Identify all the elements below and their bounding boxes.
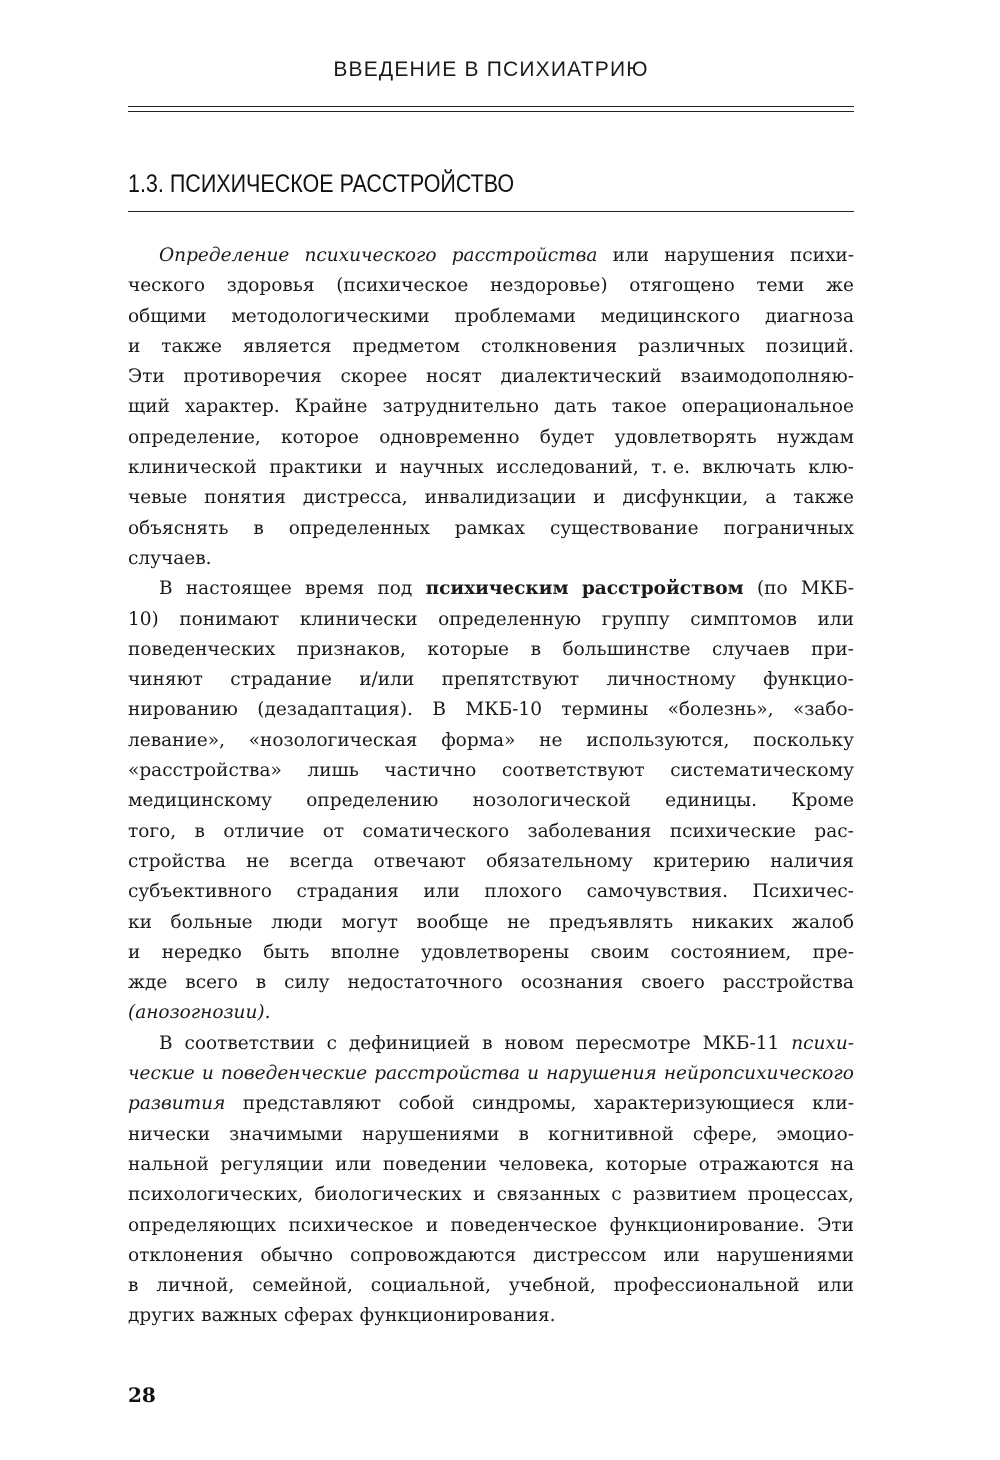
word: проблемами (454, 305, 576, 327)
text-line (128, 362, 854, 392)
word: обычно (260, 1244, 334, 1266)
word: и (128, 941, 141, 963)
text-line (128, 847, 854, 877)
word: нозологической (472, 790, 631, 812)
word: заболевания (527, 820, 652, 842)
word: жде (128, 972, 168, 994)
word: когнитивной (547, 1123, 674, 1145)
word: щий (128, 396, 170, 418)
word: большинстве (562, 638, 691, 660)
word: психические (669, 820, 796, 842)
word: в (194, 820, 205, 842)
word: от (322, 820, 345, 842)
word: ки (128, 911, 152, 933)
word: понимают (179, 608, 280, 630)
text-line (128, 574, 854, 604)
word: нарушения (664, 245, 775, 266)
text-line (128, 817, 854, 847)
text-line (128, 1150, 854, 1180)
word: не (246, 850, 270, 872)
text-line (128, 968, 854, 998)
word: больные (170, 911, 253, 933)
text-line (128, 695, 854, 725)
word: здоровья (226, 275, 315, 297)
word: определению (306, 790, 439, 812)
word: форма» (441, 729, 516, 751)
word: Определение (159, 245, 290, 266)
word: профессиональной (613, 1275, 800, 1297)
word: расстройства (722, 972, 854, 994)
word: развития (128, 1093, 226, 1115)
word: стройства (128, 850, 226, 872)
word: развитием (632, 1184, 737, 1206)
word: расстройством (581, 578, 744, 600)
word: определение, (128, 426, 261, 448)
word: люди (271, 911, 323, 933)
word: столкновения (480, 335, 618, 357)
word: Психичес- (752, 881, 854, 903)
word: недостаточного (347, 972, 503, 994)
word: нарушения (546, 1063, 657, 1085)
text-line (128, 423, 854, 453)
word: страдания (296, 881, 399, 903)
word: нейропсихического (663, 1063, 854, 1085)
word: отвечают (373, 850, 466, 872)
word: рас- (814, 820, 854, 842)
word: клинически (299, 608, 418, 630)
word: «расстройства» (128, 760, 282, 782)
word: жалоб (791, 911, 854, 933)
word: значимыми (229, 1123, 344, 1145)
word: инвалидизации (424, 487, 577, 509)
word: осознания (520, 972, 624, 994)
word: и/или (359, 669, 415, 691)
word: сфере, (692, 1123, 758, 1145)
word: противоречия (183, 366, 322, 388)
word: ческие (128, 1063, 195, 1085)
word: в (482, 1032, 493, 1054)
word: состоянием, (670, 941, 792, 963)
word: отражаются (698, 1153, 820, 1175)
word: удовлетворять (614, 426, 757, 448)
running-head: ВВЕДЕНИЕ В ПСИХИАТРИЮ (333, 58, 649, 81)
word: или (612, 245, 650, 266)
word: используются, (586, 729, 730, 751)
word: общими (128, 305, 207, 327)
word: которые (605, 1153, 688, 1175)
word: связанных (496, 1184, 601, 1206)
word: кли- (812, 1093, 854, 1115)
word: понятия (204, 487, 286, 509)
word: диагноза (764, 305, 854, 327)
word: дать (554, 396, 597, 418)
word: дистрессом (533, 1244, 647, 1266)
word: нуждам (776, 426, 854, 448)
word: поведении (382, 1153, 488, 1175)
word: чевые (128, 487, 188, 509)
word: носят (426, 366, 482, 388)
word: психи- (789, 245, 854, 266)
section-rule (128, 211, 854, 212)
text-line (128, 605, 854, 635)
word: психологических, (128, 1184, 304, 1206)
word: практики (269, 457, 363, 479)
body-text (128, 241, 854, 1332)
word: функционирования. (359, 1305, 556, 1327)
word: новом (504, 1032, 564, 1054)
word: психическим (425, 578, 569, 600)
word: под (377, 578, 413, 600)
word: субъективного (128, 881, 272, 903)
word: позиций. (765, 335, 854, 357)
word: единицы. (665, 790, 757, 812)
word: существование (549, 517, 699, 539)
word: плохого (484, 881, 563, 903)
word: психическое (288, 1214, 414, 1236)
word: всегда (289, 850, 354, 872)
word: других (128, 1305, 195, 1327)
word: наличия (770, 850, 854, 872)
word: соответствуют (501, 760, 645, 782)
word: процессах, (747, 1184, 854, 1206)
word: или (817, 608, 854, 630)
word: МКБ-10 (465, 699, 542, 721)
word: учебной, (508, 1275, 596, 1297)
text-line (128, 271, 854, 301)
word: или (817, 1275, 854, 1297)
word: т. е. (651, 457, 690, 479)
word: одновременно (379, 426, 520, 448)
word: МКБ-11 (702, 1032, 780, 1054)
word: поведенческих (128, 638, 276, 660)
word: предъявлять (548, 911, 674, 933)
word: и (527, 1063, 540, 1085)
word: Крайне (294, 396, 368, 418)
word: своим (590, 941, 650, 963)
text-line (128, 635, 854, 665)
word: нарушениями (716, 1244, 854, 1266)
word: Кроме (791, 790, 854, 812)
word: или (423, 881, 460, 903)
word: самочувствия. (586, 881, 728, 903)
word: соматического (362, 820, 510, 842)
word: а (765, 487, 777, 509)
word: объяснять (128, 517, 229, 539)
word: в (253, 517, 264, 539)
word: клю- (808, 457, 854, 479)
text-line (128, 998, 854, 1028)
word: или (663, 1244, 700, 1266)
word: нированию (128, 699, 238, 721)
word: настоящее (185, 578, 292, 600)
text-line (128, 483, 854, 513)
word: операциональное (681, 396, 854, 418)
word: при- (811, 638, 854, 660)
word: нальной (128, 1153, 209, 1175)
text-line (128, 1271, 854, 1301)
word: на (830, 1153, 854, 1175)
word: в (518, 1123, 529, 1145)
word: медицинскому (128, 790, 272, 812)
word: скорее (340, 366, 408, 388)
word: методологическими (231, 305, 430, 327)
word: сопровождаются (349, 1244, 517, 1266)
word: функцио- (763, 669, 854, 691)
word: вообще (416, 911, 489, 933)
word: характеризующиеся (593, 1093, 795, 1115)
word: систематическому (670, 760, 854, 782)
word: синдромы, (472, 1093, 577, 1115)
word: страдание (230, 669, 332, 691)
word: сферах (283, 1305, 353, 1327)
word: ческого (128, 275, 206, 297)
word: частично (384, 760, 477, 782)
word: вполне (330, 941, 400, 963)
word: (дезадаптация). (257, 699, 413, 721)
text-line (128, 1120, 854, 1150)
word: нарушениями (362, 1123, 500, 1145)
word: не (507, 911, 531, 933)
text-line (128, 786, 854, 816)
text-line (128, 1180, 854, 1210)
word: расстройства (374, 1063, 521, 1085)
word: критерию (652, 850, 751, 872)
word: признаков, (296, 638, 406, 660)
word: с (611, 1184, 622, 1206)
word: лишь (307, 760, 359, 782)
text-line (128, 665, 854, 695)
word: определенных (288, 517, 430, 539)
word: которое (281, 426, 360, 448)
word: является (242, 335, 332, 357)
word: не (539, 729, 563, 751)
word: пре- (812, 941, 854, 963)
word: никаких (691, 911, 774, 933)
word: пограничных (723, 517, 854, 539)
word: группу (601, 608, 670, 630)
word: в (128, 1275, 139, 1297)
word: «нозологическая (248, 729, 418, 751)
word: психи- (791, 1032, 854, 1054)
word: биологических (314, 1184, 462, 1206)
text-line (128, 544, 854, 574)
text-line (128, 332, 854, 362)
word: различных (638, 335, 745, 357)
text-line (128, 453, 854, 483)
word: же (826, 275, 854, 297)
text-line (128, 241, 854, 271)
word: случаев (712, 638, 790, 660)
word: отклонения (128, 1244, 244, 1266)
word: быть (263, 941, 310, 963)
word: В (159, 1032, 173, 1054)
word: в (255, 972, 267, 994)
word: и (374, 457, 388, 479)
word: время (304, 578, 365, 600)
word: того, (128, 820, 177, 842)
word: и (425, 1214, 439, 1236)
word: эмоцио- (776, 1123, 854, 1145)
word: диалектический (500, 366, 662, 388)
text-line (128, 514, 854, 544)
page-number: 28 (128, 1383, 156, 1407)
word: личной, (156, 1275, 235, 1297)
text-line (128, 392, 854, 422)
word: социальной, (370, 1275, 492, 1297)
word: могут (341, 911, 398, 933)
word: чиняют (128, 669, 203, 691)
word: регуляции (220, 1153, 324, 1175)
word: термины (561, 699, 649, 721)
word: которые (427, 638, 510, 660)
word: такое (611, 396, 667, 418)
word: Эти (128, 366, 165, 388)
word: также (793, 487, 854, 509)
text-line (128, 756, 854, 786)
word: дефиницией (348, 1032, 471, 1054)
word: взаимодополняю- (680, 366, 854, 388)
word: и (473, 1184, 486, 1206)
word: препятствуют (441, 669, 580, 691)
word: или (335, 1153, 372, 1175)
word: с (326, 1032, 337, 1054)
word: В (159, 578, 173, 600)
word: рамках (454, 517, 526, 539)
word: в (530, 638, 541, 660)
word: нездоровье) (490, 275, 608, 297)
word: характер. (184, 396, 280, 418)
word: также (161, 335, 222, 357)
word: важных (201, 1305, 278, 1327)
word: отягощено (629, 275, 735, 297)
word: семейной, (252, 1275, 353, 1297)
word: «забо- (792, 699, 854, 721)
word: и (201, 1063, 214, 1085)
text-line (128, 726, 854, 756)
text-line (128, 877, 854, 907)
word: своего (641, 972, 705, 994)
word: и (593, 487, 606, 509)
word: левание», (128, 729, 225, 751)
word: и (128, 335, 141, 357)
word: (анозогнозии). (128, 1002, 271, 1024)
word: В (432, 699, 446, 721)
word: представляют (242, 1093, 382, 1115)
word: МКБ- (800, 578, 854, 600)
text-line (128, 1241, 854, 1271)
word: удовлетворены (420, 941, 570, 963)
text-line (128, 1089, 854, 1119)
word: определяющих (128, 1214, 277, 1236)
word: функционирование. (609, 1214, 805, 1236)
word: будет (539, 426, 595, 448)
word: личностному (606, 669, 736, 691)
word: поведенческие (220, 1063, 368, 1085)
header-double-rule (128, 106, 854, 112)
word: соответствии (184, 1032, 315, 1054)
word: включать (702, 457, 796, 479)
word: «болезнь», (667, 699, 774, 721)
word: Эти (817, 1214, 854, 1236)
word: психического (304, 245, 437, 266)
word: симптомов (690, 608, 797, 630)
text-line (128, 908, 854, 938)
word: обязательному (485, 850, 633, 872)
text-line (128, 1301, 854, 1331)
word: силу (284, 972, 330, 994)
section-title: 1.3. ПСИХИЧЕСКОЕ РАССТРОЙСТВО (128, 170, 515, 198)
word: затруднительно (382, 396, 540, 418)
word: нередко (161, 941, 242, 963)
word: дисфункции, (622, 487, 749, 509)
word: случаев. (128, 547, 212, 569)
word: 10) (128, 608, 159, 630)
text-line (128, 302, 854, 332)
word: собой (398, 1093, 455, 1115)
word: научных (399, 457, 484, 479)
word: пересмотре (575, 1032, 691, 1054)
text-line (128, 1029, 854, 1059)
word: предметом (352, 335, 461, 357)
word: отличие (223, 820, 305, 842)
word: исследований, (496, 457, 639, 479)
word: человека, (498, 1153, 595, 1175)
word: всего (185, 972, 238, 994)
word: клинической (128, 457, 257, 479)
word: расстройства (451, 245, 598, 266)
word: поскольку (753, 729, 854, 751)
text-line (128, 1059, 854, 1089)
word: поведенческое (450, 1214, 598, 1236)
word: дистресса, (302, 487, 408, 509)
word: определенную (438, 608, 582, 630)
text-line (128, 938, 854, 968)
word: (психическое (336, 275, 469, 297)
word: нически (128, 1123, 211, 1145)
word: медицинского (600, 305, 741, 327)
word: (по (756, 578, 788, 600)
word: теми (756, 275, 805, 297)
text-line (128, 1211, 854, 1241)
